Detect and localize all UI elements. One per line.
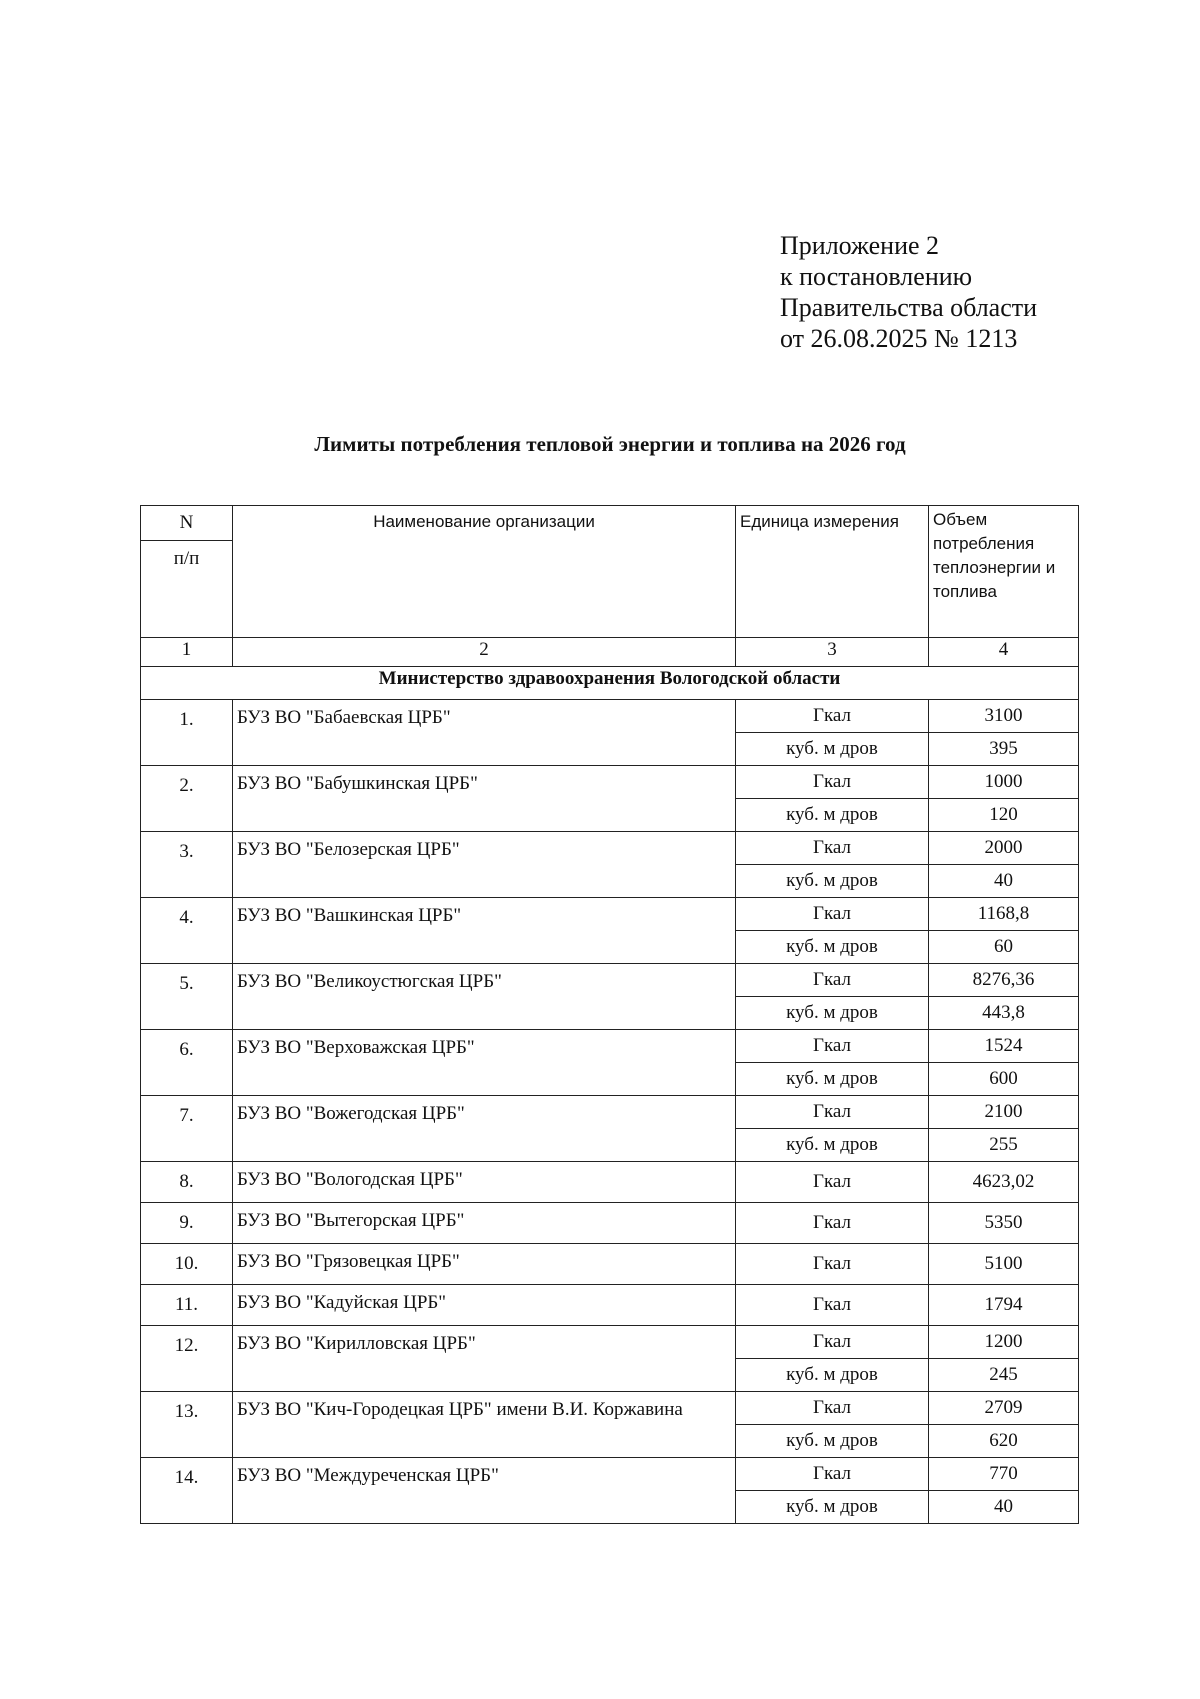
table-row <box>141 1203 1079 1244</box>
table-row <box>141 1162 1079 1203</box>
table-row <box>141 832 1079 865</box>
organization-name: БУЗ ВО "Кадуйская ЦРБ" <box>233 1285 736 1326</box>
annex-header <box>780 230 1037 354</box>
unit-cell: Гкал <box>736 1326 929 1359</box>
volume-cell: 120 <box>929 799 1079 832</box>
unit-cell: Гкал <box>736 1030 929 1063</box>
unit-cell: Гкал <box>736 1458 929 1491</box>
column-number: 1 <box>141 638 233 667</box>
section-row <box>141 667 1079 700</box>
volume-cell: 395 <box>929 733 1079 766</box>
row-index: 14. <box>141 1458 233 1524</box>
table-row <box>141 1458 1079 1491</box>
organization-name: БУЗ ВО "Вожегодская ЦРБ" <box>233 1096 736 1162</box>
table-row <box>141 964 1079 997</box>
row-index: 11. <box>141 1285 233 1326</box>
organization-name: БУЗ ВО "Междуреченская ЦРБ" <box>233 1458 736 1524</box>
volume-cell: 2100 <box>929 1096 1079 1129</box>
organization-name: БУЗ ВО "Грязовецкая ЦРБ" <box>233 1244 736 1285</box>
row-index: 2. <box>141 766 233 832</box>
organization-name: БУЗ ВО "Великоустюгская ЦРБ" <box>233 964 736 1030</box>
unit-cell: Гкал <box>736 898 929 931</box>
volume-cell: 620 <box>929 1425 1079 1458</box>
unit-cell: Гкал <box>736 766 929 799</box>
unit-cell: Гкал <box>736 964 929 997</box>
volume-cell: 3100 <box>929 700 1079 733</box>
column-number-row <box>141 638 1079 667</box>
section-title: Министерство здравоохранения Вологодской области <box>141 667 1079 700</box>
volume-cell: 1794 <box>929 1285 1079 1326</box>
unit-cell: куб. м дров <box>736 1359 929 1392</box>
column-number: 3 <box>736 638 929 667</box>
unit-cell: куб. м дров <box>736 865 929 898</box>
row-index: 6. <box>141 1030 233 1096</box>
document-title: Лимиты потребления тепловой энергии и топлива на 2026 год <box>314 432 906 456</box>
table-row <box>141 1030 1079 1063</box>
row-index: 8. <box>141 1162 233 1203</box>
annex-line-1: Приложение 2 <box>780 231 940 260</box>
header-pp: п/п <box>141 541 233 638</box>
volume-cell: 5100 <box>929 1244 1079 1285</box>
column-number: 4 <box>929 638 1079 667</box>
volume-cell: 600 <box>929 1063 1079 1096</box>
row-index: 4. <box>141 898 233 964</box>
row-index: 9. <box>141 1203 233 1244</box>
table-row <box>141 700 1079 733</box>
organization-name: БУЗ ВО "Верховажская ЦРБ" <box>233 1030 736 1096</box>
organization-name: БУЗ ВО "Кич-Городецкая ЦРБ" имени В.И. Коржавина <box>233 1392 736 1458</box>
row-index: 12. <box>141 1326 233 1392</box>
limits-table <box>140 505 1079 1524</box>
organization-name: БУЗ ВО "Вашкинская ЦРБ" <box>233 898 736 964</box>
annex-line-4: от 26.08.2025 № 1213 <box>780 324 1018 353</box>
table-row <box>141 1392 1079 1425</box>
header-row <box>141 506 1079 541</box>
unit-cell: Гкал <box>736 1162 929 1203</box>
header-volume: Объем потребления теплоэнергии и топлива <box>929 506 1079 638</box>
volume-cell: 2709 <box>929 1392 1079 1425</box>
volume-cell: 1168,8 <box>929 898 1079 931</box>
header-n: N <box>141 506 233 541</box>
unit-cell: куб. м дров <box>736 1491 929 1524</box>
organization-name: БУЗ ВО "Бабаевская ЦРБ" <box>233 700 736 766</box>
row-index: 10. <box>141 1244 233 1285</box>
table-row <box>141 898 1079 931</box>
table-row <box>141 1096 1079 1129</box>
unit-cell: куб. м дров <box>736 1425 929 1458</box>
unit-cell: Гкал <box>736 832 929 865</box>
unit-cell: Гкал <box>736 1244 929 1285</box>
column-number: 2 <box>233 638 736 667</box>
header-org-name: Наименование организации <box>233 506 736 638</box>
unit-cell: Гкал <box>736 1203 929 1244</box>
volume-cell: 4623,02 <box>929 1162 1079 1203</box>
organization-name: БУЗ ВО "Вологодская ЦРБ" <box>233 1162 736 1203</box>
table-row <box>141 1326 1079 1359</box>
table-row <box>141 766 1079 799</box>
row-index: 7. <box>141 1096 233 1162</box>
unit-cell: Гкал <box>736 1285 929 1326</box>
volume-cell: 40 <box>929 865 1079 898</box>
unit-cell: куб. м дров <box>736 733 929 766</box>
organization-name: БУЗ ВО "Бабушкинская ЦРБ" <box>233 766 736 832</box>
volume-cell: 40 <box>929 1491 1079 1524</box>
volume-cell: 770 <box>929 1458 1079 1491</box>
header-unit: Единица измерения <box>736 506 929 638</box>
annex-line-3: Правительства области <box>780 293 1038 322</box>
row-index: 1. <box>141 700 233 766</box>
volume-cell: 1200 <box>929 1326 1079 1359</box>
row-index: 5. <box>141 964 233 1030</box>
organization-name: БУЗ ВО "Вытегорская ЦРБ" <box>233 1203 736 1244</box>
volume-cell: 1524 <box>929 1030 1079 1063</box>
volume-cell: 1000 <box>929 766 1079 799</box>
unit-cell: куб. м дров <box>736 997 929 1030</box>
unit-cell: Гкал <box>736 1392 929 1425</box>
volume-cell: 5350 <box>929 1203 1079 1244</box>
unit-cell: куб. м дров <box>736 799 929 832</box>
unit-cell: куб. м дров <box>736 1063 929 1096</box>
volume-cell: 245 <box>929 1359 1079 1392</box>
volume-cell: 60 <box>929 931 1079 964</box>
organization-name: БУЗ ВО "Кирилловская ЦРБ" <box>233 1326 736 1392</box>
unit-cell: куб. м дров <box>736 1129 929 1162</box>
volume-cell: 443,8 <box>929 997 1079 1030</box>
unit-cell: куб. м дров <box>736 931 929 964</box>
table-row <box>141 1285 1079 1326</box>
table-row <box>141 1244 1079 1285</box>
volume-cell: 2000 <box>929 832 1079 865</box>
unit-cell: Гкал <box>736 700 929 733</box>
unit-cell: Гкал <box>736 1096 929 1129</box>
organization-name: БУЗ ВО "Белозерская ЦРБ" <box>233 832 736 898</box>
row-index: 3. <box>141 832 233 898</box>
volume-cell: 255 <box>929 1129 1079 1162</box>
volume-cell: 8276,36 <box>929 964 1079 997</box>
annex-line-2: к постановлению <box>780 262 973 291</box>
row-index: 13. <box>141 1392 233 1458</box>
